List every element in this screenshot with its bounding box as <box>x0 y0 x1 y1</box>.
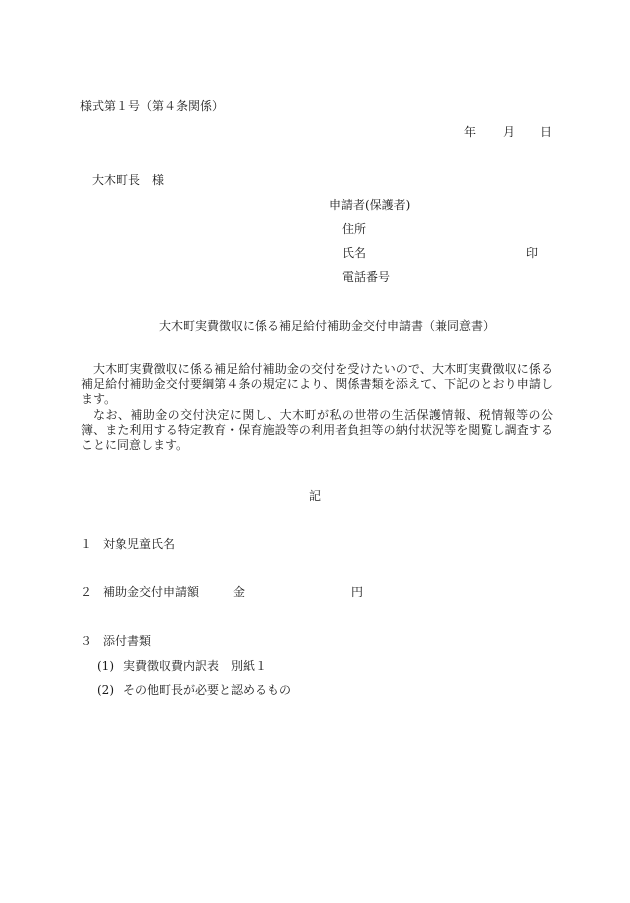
item-label: 補助金交付申請額 <box>103 585 200 599</box>
attachment-text: 実費徴収費内訳表 別紙１ <box>123 659 268 673</box>
attachment-text: その他町長が必要と認めるもの <box>123 683 292 697</box>
addressee: 大木町長 様 <box>92 173 165 187</box>
phone-label: 電話番号 <box>342 270 391 284</box>
body-paragraph-2: なお、補助金の交付決定に関し、大木町が私の世帯の生活保護情報、税情報等の公簿、また利用する特定教育・保育施設等の利用者負担等の納付状況等を閲覧し調査することに同意します。 <box>81 408 553 452</box>
attachment-number: (1) <box>97 659 114 673</box>
item-number: ３ <box>80 634 93 648</box>
document-title: 大木町実費徴収に係る補足給付補助金交付申請書（兼同意書） <box>159 319 496 333</box>
attachment-number: (2) <box>97 683 114 697</box>
form-number: 様式第１号（第４条関係） <box>80 99 225 113</box>
date-year: 年 <box>464 125 477 139</box>
amount-prefix: 金 <box>233 585 246 599</box>
item-label: 対象児童氏名 <box>103 537 176 551</box>
date-month: 月 <box>503 125 516 139</box>
date-day: 日 <box>540 125 553 139</box>
body-paragraph-1: 大木町実費徴収に係る補足給付補助金の交付を受けたいので、大木町実費徴収に係る補足給付補助金交付要綱第４条の規定により、関係書類を添えて、下記のとおり申請します。 <box>81 362 553 406</box>
item-number: ２ <box>80 585 93 599</box>
ki-heading: 記 <box>309 489 322 503</box>
item-label: 添付書類 <box>103 634 152 648</box>
item-number: １ <box>80 537 93 551</box>
name-label: 氏名 <box>342 246 367 260</box>
amount-suffix: 円 <box>351 585 364 599</box>
seal-mark: 印 <box>526 246 539 260</box>
address-label: 住所 <box>342 222 367 236</box>
applicant-heading: 申請者(保護者) <box>329 198 411 212</box>
